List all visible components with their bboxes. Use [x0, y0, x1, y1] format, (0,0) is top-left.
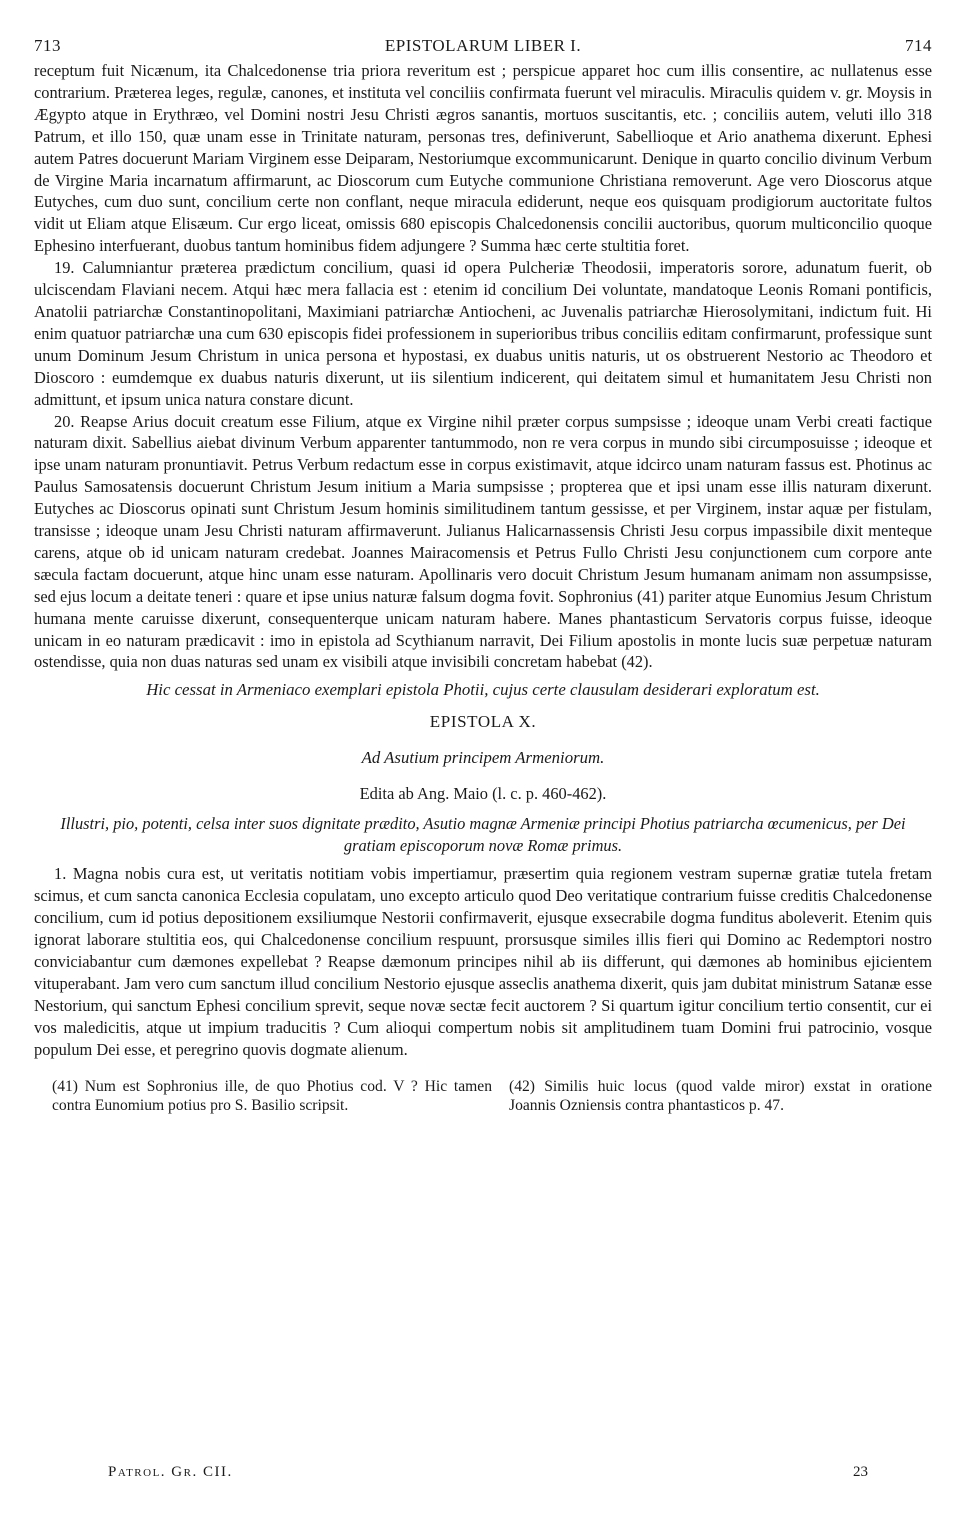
main-text: [34, 60, 932, 673]
footnote-41-text: (41) Num est Sophronius ille, de quo Photius cod. V ? Hic tamen contra Eunomium potius pro S. Basilio scripsit.: [52, 1077, 492, 1115]
footnote-42: [509, 1077, 932, 1116]
epistola-paragraph-1: 1. Magna nobis cura est, ut veritatis notitiam vobis impertiamur, præsertim quia regionem vestram supernæ gratiæ tutela fretam scimus, et cum sancta canonica Ecclesia copulatam, uno excepto articulo quod Deo veritatique contrarium fuisse creditis Chalcedonense concilium, cum id potius depositionem exsiliumque Nestorii confirmaverit, ejusque exsecrabile dogma funditus aboleverit. Etenim quis ignorat laborare stultitia eos, qui Chalcedonense concilium respuunt, prorsusque similes illis fieri qui Domino ac Redemptori nostro conviciabantur cum dæmones expellebat ? Reapse dæmonum principes nihil ab iis differunt, qui dæmones ab hominibus ejicientem vituperabant. Jam vero cum sanctum illud concilium Nestorio ejusque asseclis anathema dixerit, quis jam dubitat ministrum Satanæ esse Nestorium, qui sanctum Ephesi concilium sprevit, seque novæ sectæ fecit auctorem ? Si quartum igitur concilium tertio consentit, cur ei vos maledicitis, atque ut impium traducitis ? Cum alioqui compertum nobis sit amplitudinem tuam Domini frui patrocinio, vosque populum Dei esse, et peregrino quovis dogmate alienum.: [34, 864, 932, 1059]
epistola-edition: Edita ab Ang. Maio (l. c. p. 460-462).: [359, 784, 607, 804]
closing-note: Hic cessat in Armeniaco exemplari epistola Photii, cujus certe clausulam desiderari exploratum est.: [146, 680, 820, 700]
paragraph-continuation: receptum fuit Nicænum, ita Chalcedonense tria priora reveritum est ; perspicue apparet hoc cum illis consentire, ac nullatenus esse contrarium. Præterea leges, regulæ, canones, et instituta vel conciliis confirmata fuerunt vel miraculis. Miraculis quidem v. gr. Moysis in Ægypto atque in Erythræo, vel Domini nostri Jesu Christi ægros sanantis, mortuos suscitantis, etc. ; conciliis autem, veluti illo 318 Patrum, et illo 150, quæ unam esse in Trinitate naturam, personas tres, definiverunt, Sabellioque et Ario anathema dixerunt. Ephesi autem Patres docuerunt Mariam Virginem esse Deiparam, Nestoriumque excommunicarunt. Denique in quarto concilio divinum Verbum de Virgine Maria incarnatum affirmarunt, ac Dioscorum cum Eutyche communione Christiana removerunt. Age vero Dioscorus atque Eutyches, cum duo sunt, concilium certe non conflant, neque miracula ediderunt, neque eos quisquam prodigiorum auctoritate fultos vidit ut Eliam atque Elisæum. Cur ergo liceat, omissis 680 episcopis Chalcedonensis concilii auctoribus, quorum multiconcilio quoque Ephesino interfuerant, duobus tantum hominibus fidem adjungere ? Summa hæc certe stultitia foret.: [34, 61, 932, 256]
patrol-reference: Patrol. Gr. CII.: [108, 1464, 233, 1480]
footnote-42-text: (42) Similis huic locus (quod valde miror) exstat in oratione Joannis Ozniensis contra phantasticos p. 47.: [509, 1077, 932, 1115]
running-title: EPISTOLARUM LIBER I.: [384, 36, 582, 55]
signature-mark: 23: [853, 1464, 868, 1480]
right-page-number: 714: [905, 36, 932, 55]
footnote-41: [52, 1077, 492, 1116]
running-header: [34, 34, 932, 60]
epistola-text: [34, 863, 932, 1060]
left-page-number: 713: [34, 36, 61, 55]
paragraph-19: 19. Calumniantur præterea prædictum concilium, quasi id opera Pulcheriæ Theodosii, imperatoris sorore, adunatum fuerit, ob ulciscendam Flaviani necem. Atqui hæc mera fallacia est : etenim id concilium Dei voluntate, mandatoque Leonis Romani pontificis, Anatolii patriarchæ Constantinopolitani, Maximiani patriarchæ Antiocheni, ac Juvenalis patriarchæ Hierosolymitani, indictum fuit. Hi enim quatuor patriarchæ una cum 630 episcopis fidei professionem in superioribus tribus conciliis editam confirmarunt, professique sunt unum Dominum Jesum Christum in unica persona et hypostasi, ex duabus unitis naturis, ut os obstruerent Nestorio ac Theodoro et Dioscoro : eumdemque ex duabus naturis dixerunt, ut iis silentium indicerent, qui deitatem simul et humanitatem Jesu Christi non admittunt, et ipsum unica natura constare dicunt.: [34, 258, 932, 409]
page-footer: [34, 1464, 932, 1488]
paragraph-20: 20. Reapse Arius docuit creatum esse Filium, atque ex Virgine nihil præter corpus sumpsisse ; ideoque unam Verbi creati factique naturam dixit. Sabellius aiebat divinum Verbum apparenter tantummodo, non re vera corpus in mundo sibi circumposuisse ; ideoque et ipse unam naturam pronuntiavit. Petrus Verbum redactum esse in corpus existimavit, atque idcirco unam naturam fassus est. Photinus ac Paulus Samosatensis docuerunt Christum Jesum initium a Maria sumpsisse ; propterea que et ipsi unam esse illis naturam dixerunt. Eutyches ac Dioscorus opinati sunt Christum Jesum hominis similitudinem tantum gessisse, et per Virginem, instar aquæ per fistulam, transisse ; ideoque unam Jesu Christi naturam affirmaverunt. Julianus Halicarnassensis Christi Jesu corpus impassibile dixit menteque carens, atque ob id unicam naturam credebat. Joannes Mairacomensis et Petrus Fullo Christi Jesu conjunctionem cum corpore ante sæcula factam docuerunt, atque hinc unam esse naturam. Apollinaris vero docuit Christum Jesum humanam animam non assumpsisse, sed ejus locum a deitate teneri : quare et ipse unius naturæ falsum dogma fovit. Sophronius (41) pariter atque Eunomius Jesum Christum humana mente caruisse dixerunt, consequenterque unicam naturam habere. Manes phantasticum Servatoris corpus fuisse, ideoque unicam in eo naturam prædicavit : imo in epistola ad Scythianum narravit, Dei Filium apostolis in monte lucis suæ perpetuæ naturam ostendisse, quia non duas naturas sed unam ex visibili atque invisibili concretam habebat (42).: [34, 411, 932, 672]
page: [34, 34, 932, 1510]
epistola-title: EPISTOLA X.: [429, 712, 537, 732]
epistola-salutation: Illustri, pio, potenti, celsa inter suos dignitate prædito, Asutio magnæ Armeniæ principi Photius patriarcha œcumenicus, per Dei gratiam episcoporum novæ Romæ primus.: [60, 814, 906, 856]
epistola-addressee: Ad Asutium principem Armeniorum.: [361, 748, 605, 768]
